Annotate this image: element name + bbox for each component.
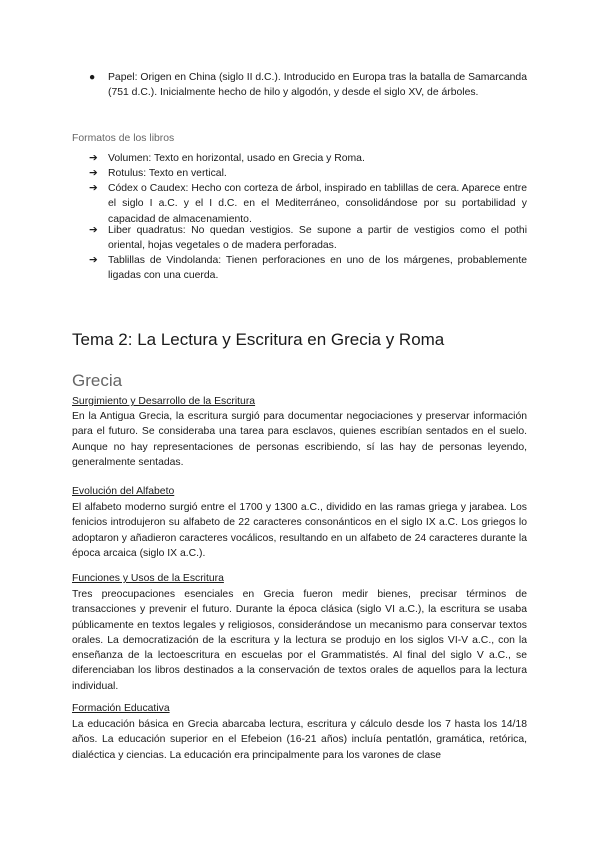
subsection-body: La educación básica en Grecia abarcaba lectura, escritura y cálculo desde los 7 hasta los 14/18 años. La educación superior en el Efebeion (16-21 años) incluía pentatlón, gramática, retórica, dialéctica y ciencias. La educación era principalmente para los varones de clase [72,719,527,761]
formatos-heading: Formatos de los libros [72,133,175,144]
bullet-icon: ● [89,72,96,83]
papel-text: Papel: Origen en China (siglo II d.C.). Introducido en Europa tras la batalla de Samarcanda (751 d.C.). Inicialmente hecho de hilo y algodón, y desde el siglo XV, de árboles. [108,72,527,99]
subsection-body: Tres preocupaciones esenciales en Grecia fueron medir bienes, precisar términos de transacciones y prevenir el futuro. Durante la época clásica (siglo VI a.C.), la escritura se usaba públicamente en textos legales y religiosos, considerándose un mecanismo para conservar textos orales. La democratización de la escritura y la lectura se produjo en los siglos VI-V a.C., con la enseñanza de la lectoescritura en escuelas por el Grammatistés. Al final del siglo V a.C., se diferenciaban los libros destinados a la conservación de textos orales de aquellos para la lectura individual. [72,589,527,692]
tema-title: Tema 2: La Lectura y Escritura en Grecia y Roma [72,330,445,349]
subsection-heading: Surgimiento y Desarrollo de la Escritura [72,396,256,407]
subsection-heading: Evolución del Alfabeto [72,486,175,497]
subsection-heading: Funciones y Usos de la Escritura [72,573,224,584]
formatos-item-text: Rotulus: Texto en vertical. [108,168,227,179]
arrow-icon: ➔ [89,183,98,194]
arrow-icon: ➔ [89,153,98,164]
subsection-heading: Formación Educativa [72,703,170,714]
formatos-item-text: Volumen: Texto en horizontal, usado en Grecia y Roma. [108,153,365,164]
arrow-icon: ➔ [89,225,98,236]
arrow-icon: ➔ [89,168,98,179]
formatos-item-text: Tablillas de Vindolanda: Tienen perforaciones en uno de los márgenes, probablemente ligadas con una cuerda. [108,255,527,282]
section-heading-grecia: Grecia [72,371,123,390]
arrow-icon: ➔ [89,255,98,266]
formatos-item-text: Liber quadratus: No quedan vestigios. Se supone a partir de vestigios como el pothi oriental, hojas vegetales o de madera perforadas. [108,225,527,252]
subsection-body: El alfabeto moderno surgió entre el 1700 y 1300 a.C., dividido en las ramas griega y jarabea. Los fenicios introdujeron su alfabeto de 22 caracteres consonánticos en el siglo IX a.C. Los griegos lo adoptaron y añadieron caracteres vocálicos, resultando en un alfabeto de 24 caracteres durante la época arcaica (siglo IX a.C.). [72,502,527,559]
formatos-item-text: Códex o Caudex: Hecho con corteza de árbol, inspirado en tablillas de cera. Aparece entre el siglo I a.C. y el I d.C. en el Mediterráneo, consolidándose por su portabilidad y capacidad de almacenamiento. [108,183,527,225]
subsection-body: En la Antigua Grecia, la escritura surgió para documentar negociaciones y preservar información para el futuro. Se consideraba una tarea para esclavos, quienes escribían sentados en el suelo. Aunque no hay representaciones de personas escribiendo, sí las hay de personas leyendo, generalmente sentadas. [72,411,527,468]
